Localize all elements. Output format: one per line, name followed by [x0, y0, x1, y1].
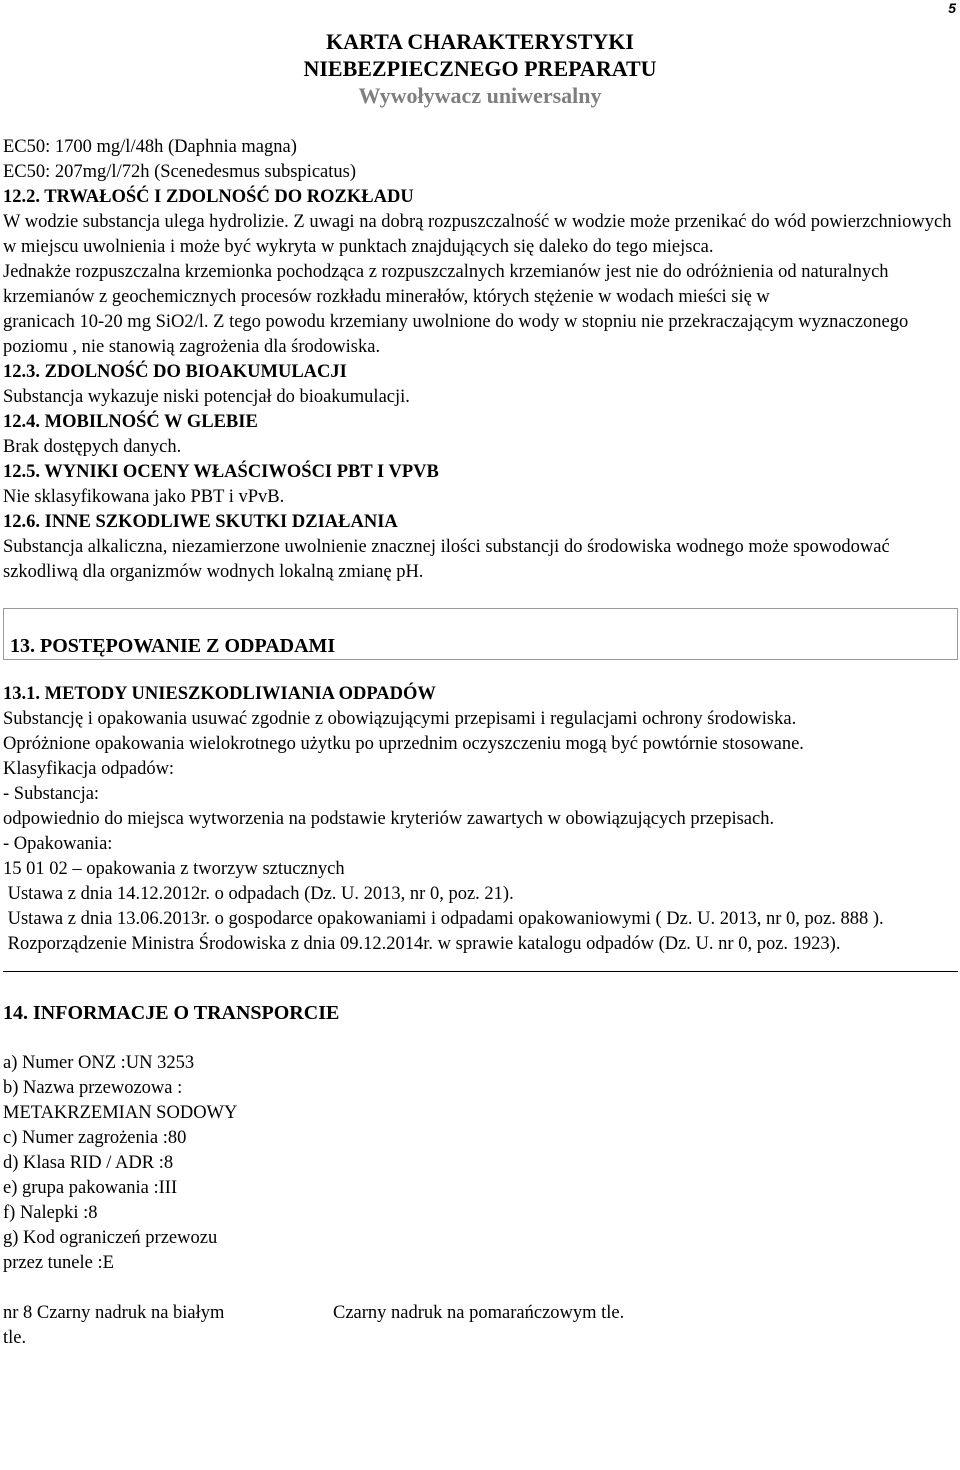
transport-tunnel-code-label: g) Kod ograniczeń przewozu: [3, 1228, 218, 1248]
transport-name-label: b) Nazwa przewozowa :: [3, 1078, 183, 1098]
section-13-title-box: [3, 608, 958, 660]
heading-12-5: 12.5. WYNIKI OCENY WŁAŚCIWOŚCI PBT I VPVB: [3, 462, 439, 482]
page-number: 5: [948, 0, 956, 16]
heading-12-4: 12.4. MOBILNOŚĆ W GLEBIE: [3, 412, 258, 432]
label-description-right: Czarny nadruk na pomarańczowym tle.: [333, 1303, 625, 1323]
section-13-title: 13. POSTĘPOWANIE Z ODPADAMI: [10, 635, 336, 657]
header-product-name: Wywoływacz uniwersalny: [358, 83, 602, 108]
paragraph-12-2-b: Jednakże rozpuszczalna krzemionka pochodząca z rozpuszczalnych krzemianów jest nie do odróżnienia od naturalnych krzemianów z geochemicznych procesów rozkładu minerałów, których stężenie w wodach mieści się w: [3, 262, 889, 307]
waste-line-4: - Substancja:: [3, 784, 100, 804]
transport-labels: f) Nalepki :8: [3, 1203, 98, 1223]
transport-name-value: METAKRZEMIAN SODOWY: [3, 1103, 238, 1123]
waste-line-7: 15 01 02 – opakowania z tworzyw sztucznych: [3, 859, 345, 879]
label-descriptions: [3, 1301, 953, 1351]
transport-un-number: a) Numer ONZ :UN 3253: [3, 1053, 195, 1073]
paragraph-12-5: Nie sklasyfikowana jako PBT i vPvB.: [3, 487, 285, 507]
waste-line-10: Rozporządzenie Ministra Środowiska z dnia 09.12.2014r. w sprawie katalogu odpadów (Dz. U. nr 0, poz. 1923).: [3, 934, 841, 954]
heading-12-3: 12.3. ZDOLNOŚĆ DO BIOAKUMULACJI: [3, 362, 347, 382]
paragraph-12-2-a: W wodzie substancja ulega hydrolizie. Z uwagi na dobrą rozpuszczalność w wodzie może przenikać do wód powierzchniowych w miejscu uwolnienia i może być wykryta w punktach znajdujących się daleko do tego miejsca.: [3, 212, 952, 257]
heading-12-6: 12.6. INNE SZKODLIWE SKUTKI DZIAŁANIA: [3, 512, 398, 532]
header-title-line2: NIEBEZPIECZNEGO PREPARATU: [303, 56, 657, 81]
waste-line-8: Ustawa z dnia 14.12.2012r. o odpadach (Dz. U. 2013, nr 0, poz. 21).: [3, 884, 514, 904]
waste-line-6: - Opakowania:: [3, 834, 113, 854]
heading-12-2: 12.2. TRWAŁOŚĆ I ZDOLNOŚĆ DO ROZKŁADU: [3, 187, 414, 207]
waste-line-1: Substancję i opakowania usuwać zgodnie z obowiązującymi przepisami i regulacjami ochrony środowiska.: [3, 709, 797, 729]
transport-packing-group: e) grupa pakowania :III: [3, 1178, 178, 1198]
header-title-line1: KARTA CHARAKTERYSTYKI: [326, 29, 634, 54]
paragraph-12-2-c: granicach 10-20 mg SiO2/l. Z tego powodu krzemiany uwolnione do wody w stopniu nie przekraczającym wyznaczonego poziomu , nie stanowią zagrożenia dla środowiska.: [3, 312, 909, 357]
paragraph-12-6: Substancja alkaliczna, niezamierzone uwolnienie znacznej ilości substancji do środowiska wodnego może spowodować szkodliwą dla organizmów wodnych lokalną zmianę pH.: [3, 537, 890, 582]
waste-line-3: Klasyfikacja odpadów:: [3, 759, 175, 779]
heading-13-1: 13.1. METODY UNIESZKODLIWIANIA ODPADÓW: [3, 684, 436, 704]
document-header: [0, 28, 960, 109]
waste-line-2: Opróżnione opakowania wielokrotnego użytku po uprzednim oczyszczeniu mogą być powtórnie stosowane.: [3, 734, 804, 754]
transport-hazard-number: c) Numer zagrożenia :80: [3, 1128, 187, 1148]
document-body: [3, 135, 953, 1351]
section-divider: [3, 971, 958, 972]
paragraph-12-3: Substancja wykazuje niski potencjał do bioakumulacji.: [3, 387, 410, 407]
transport-class: d) Klasa RID / ADR :8: [3, 1153, 174, 1173]
transport-tunnel-code-value: przez tunele :E: [3, 1253, 114, 1273]
ec50-scenedesmus: EC50: 207mg/l/72h (Scenedesmus subspicatus): [3, 162, 357, 182]
ec50-daphnia: EC50: 1700 mg/l/48h (Daphnia magna): [3, 137, 297, 157]
paragraph-12-4: Brak dostępych danych.: [3, 437, 182, 457]
waste-line-9: Ustawa z dnia 13.06.2013r. o gospodarce opakowaniami i odpadami opakowaniowymi ( Dz. U. 2013, nr 0, poz. 888 ).: [3, 909, 884, 929]
waste-line-5: odpowiednio do miejsca wytworzenia na podstawie kryteriów zawartych w obowiązujących przepisach.: [3, 809, 775, 829]
label-description-left: nr 8 Czarny nadruk na białym tle.: [3, 1303, 225, 1348]
section-14-title: 14. INFORMACJE O TRANSPORCIE: [3, 1002, 340, 1024]
